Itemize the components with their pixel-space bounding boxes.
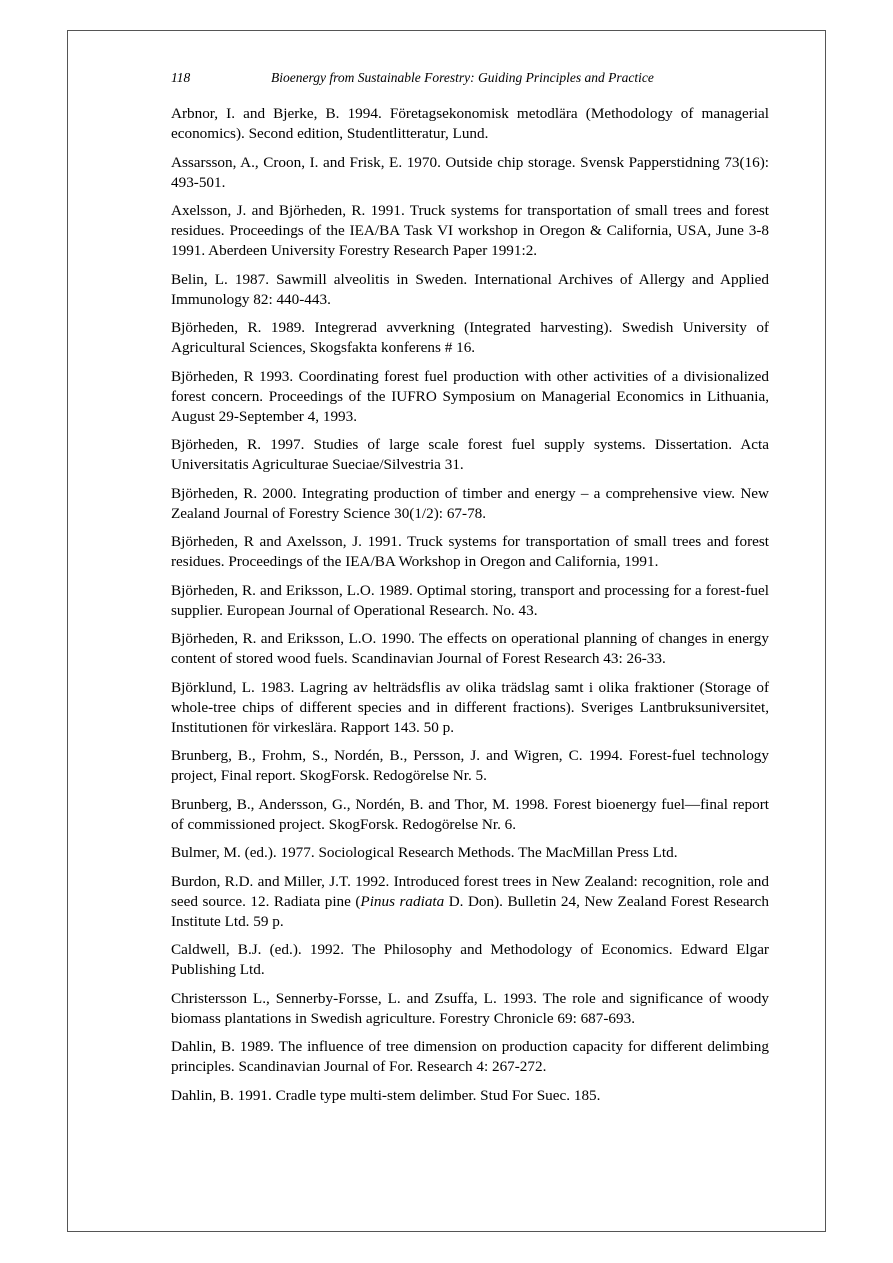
reference-item: Assarsson, A., Croon, I. and Frisk, E. 1970. Outside chip storage. Svensk Papperstidning 73(16): 493-501. xyxy=(171,153,769,191)
reference-item xyxy=(171,872,769,932)
species-name: Pinus radiata xyxy=(360,892,445,910)
reference-item: Christersson L., Sennerby-Forsse, L. and Zsuffa, L. 1993. The role and significance of woody biomass plantations in Swedish agriculture. Forestry Chronicle 69: 687-693. xyxy=(171,989,769,1027)
page-number: 118 xyxy=(171,70,191,85)
reference-item: Belin, L. 1987. Sawmill alveolitis in Sweden. International Archives of Allergy and Applied Immunology 82: 440-443. xyxy=(171,270,769,308)
reference-item: Bulmer, M. (ed.). 1977. Sociological Research Methods. The MacMillan Press Ltd. xyxy=(171,844,678,861)
reference-item: Björheden, R. 2000. Integrating production of timber and energy – a comprehensive view. New Zealand Journal of Forestry Science 30(1/2): 67-78. xyxy=(171,484,769,522)
reference-item: Brunberg, B., Frohm, S., Nordén, B., Persson, J. and Wigren, C. 1994. Forest-fuel technology project, Final report. SkogForsk. Redogörelse Nr. 5. xyxy=(171,747,769,784)
reference-item: Björheden, R. 1997. Studies of large scale forest fuel supply systems. Dissertation. Acta Universitatis Agriculturae Sueciae/Silvestria 31. xyxy=(171,436,769,473)
reference-item: Dahlin, B. 1991. Cradle type multi-stem delimber. Stud For Suec. 185. xyxy=(171,1086,601,1104)
reference-text: Burdon, R.D. and Miller, J.T. 1992. Introduced forest trees in New Zealand: recognition, role and seed source. 12. Radiata pine ( xyxy=(171,872,769,910)
reference-text: D. Don). Bulletin 24, New Zealand Forest Research Institute Ltd. 59 p. xyxy=(171,892,770,930)
reference-item: Axelsson, J. and Björheden, R. 1991. Truck systems for transportation of small trees and forest residues. Proceedings of the IEA/BA Task VI workshop in Oregon & California, USA, June 3-8 1991. Aberdeen University Forestry Research Paper 1991:2. xyxy=(171,202,769,259)
reference-item: Björklund, L. 1983. Lagring av helträdsflis av olika trädslag samt i olika fraktioner (Storage of whole-tree chips of different species and in different fractions). Sveriges Lantbruksuniversitet, Institutionen för virkeslära. Rapport 143. 50 p. xyxy=(171,678,769,736)
reference-item: Björheden, R and Axelsson, J. 1991. Truck systems for transportation of small trees and forest residues. Proceedings of the IEA/BA Workshop in Oregon and California, 1991. xyxy=(171,533,769,570)
book-title: Bioenergy from Sustainable Forestry: Guiding Principles and Practice xyxy=(271,70,654,85)
running-header xyxy=(171,70,771,90)
reference-item: Dahlin, B. 1989. The influence of tree dimension on production capacity for different delimbing principles. Scandinavian Journal of For. Research 4: 267-272. xyxy=(171,1038,769,1075)
reference-item: Brunberg, B., Andersson, G., Nordén, B. and Thor, M. 1998. Forest bioenergy fuel—final report of commissioned project. SkogForsk. Redogörelse Nr. 6. xyxy=(171,795,769,833)
reference-item: Björheden, R. and Eriksson, L.O. 1989. Optimal storing, transport and processing for a forest-fuel supplier. European Journal of Operational Research. No. 43. xyxy=(171,581,769,619)
reference-item: Caldwell, B.J. (ed.). 1992. The Philosophy and Methodology of Economics. Edward Elgar Publishing Ltd. xyxy=(171,941,769,978)
reference-item: Björheden, R 1993. Coordinating forest fuel production with other activities of a divisionalized forest concern. Proceedings of the IUFRO Symposium on Managerial Economics in Lithuania, August 29-September 4, 1993. xyxy=(171,367,769,425)
reference-item: Björheden, R. and Eriksson, L.O. 1990. The effects on operational planning of changes in energy content of stored wood fuels. Scandinavian Journal of Forest Research 43: 26-33. xyxy=(171,630,769,667)
reference-item: Arbnor, I. and Bjerke, B. 1994. Företagsekonomisk metodlära (Methodology of managerial economics). Second edition, Studentlitteratur, Lund. xyxy=(171,105,769,142)
reference-item: Björheden, R. 1989. Integrerad avverkning (Integrated harvesting). Swedish University of Agricultural Sciences, Skogsfakta konferens # 16. xyxy=(171,319,769,356)
reference-list xyxy=(171,104,769,1114)
